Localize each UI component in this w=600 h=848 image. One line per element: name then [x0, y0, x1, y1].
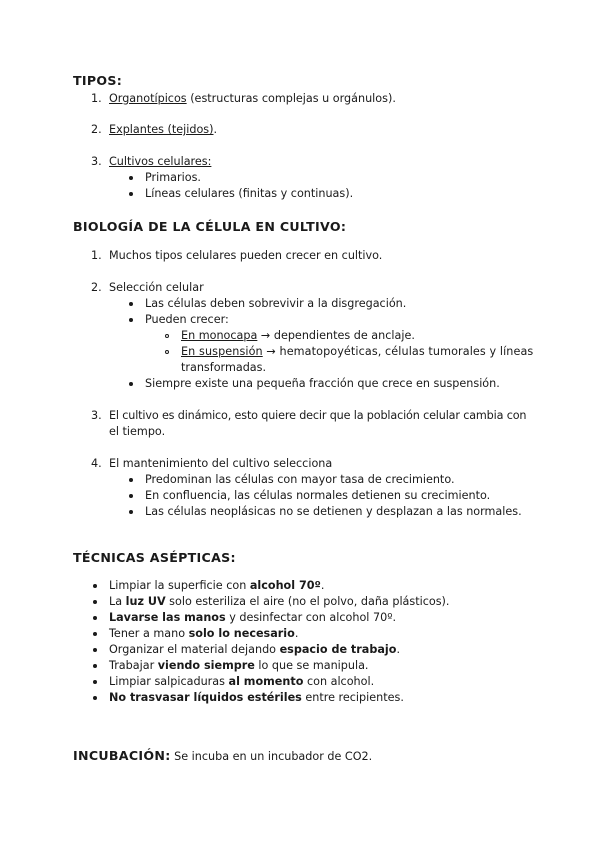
list-item-text: (estructuras complejas u orgánulos).	[186, 92, 396, 105]
list-item: Lavarse las manos y desinfectar con alcohol 70º.	[109, 611, 397, 624]
sublist-item: Las células deben sobrevivir a la disgregación.	[145, 297, 407, 310]
bullet-icon	[93, 616, 97, 620]
list-item: Trabajar viendo siempre lo que se manipula.	[109, 659, 369, 672]
bullet-icon	[129, 478, 133, 482]
sublist-item-continuation: transformadas.	[181, 361, 267, 374]
bullet-icon	[93, 600, 97, 604]
bullet-icon	[93, 632, 97, 636]
list-number: 4.	[91, 457, 102, 470]
term-suspension: En suspensión	[181, 345, 263, 358]
sublist-item-text: → hematopoyéticas, células tumorales y líneas	[262, 345, 534, 358]
sublist-item-monocapa	[181, 328, 415, 344]
incubacion-paragraph	[73, 748, 372, 765]
list-item-text: .	[213, 123, 218, 136]
sublist-item: Siempre existe una pequeña fracción que crece en suspensión.	[145, 377, 500, 390]
list-item: Muchos tipos celulares pueden crecer en cultivo.	[109, 249, 383, 262]
bullet-icon	[129, 302, 133, 306]
section-heading-incubacion: INCUBACIÓN:	[73, 748, 171, 763]
list-item	[109, 154, 211, 170]
list-item-continuation: el tiempo.	[109, 425, 166, 438]
list-item: Selección celular	[109, 281, 204, 294]
sublist-item: Líneas celulares (finitas y continuas).	[145, 187, 354, 200]
list-number: 1.	[91, 249, 102, 262]
list-number: 2.	[91, 281, 102, 294]
bullet-icon	[93, 680, 97, 684]
circle-bullet-icon	[165, 350, 169, 354]
list-item: Limpiar salpicaduras al momento con alcohol.	[109, 675, 375, 688]
list-item: Tener a mano solo lo necesario.	[109, 627, 299, 640]
bullet-icon	[129, 494, 133, 498]
list-item: Organizar el material dejando espacio de trabajo.	[109, 643, 400, 656]
sublist-item: Las células neoplásicas no se detienen y desplazan a las normales.	[145, 505, 522, 518]
sublist-item-suspension	[181, 344, 533, 360]
list-item	[109, 91, 396, 107]
incubacion-text: Se incuba en un incubador de CO2.	[170, 750, 373, 763]
sublist-item: Primarios.	[145, 171, 201, 184]
list-item: No trasvasar líquidos estériles entre recipientes.	[109, 691, 404, 704]
section-heading-tipos: TIPOS:	[73, 73, 123, 88]
bullet-icon	[129, 510, 133, 514]
list-item	[109, 122, 217, 138]
term-organotipicos: Organotípicos	[109, 92, 187, 105]
list-item: El cultivo es dinámico, esto quiere decir que la población celular cambia con	[109, 409, 527, 422]
bullet-icon	[93, 584, 97, 588]
sublist-item-text: → dependientes de anclaje.	[257, 329, 415, 342]
bullet-icon	[129, 192, 133, 196]
list-item: El mantenimiento del cultivo selecciona	[109, 457, 333, 470]
sublist-item: Pueden crecer:	[145, 313, 229, 326]
list-item: Limpiar la superficie con alcohol 70º.	[109, 579, 325, 592]
list-number: 3.	[91, 409, 102, 422]
list-number: 2.	[91, 123, 102, 136]
circle-bullet-icon	[165, 334, 169, 338]
section-heading-tecnicas: TÉCNICAS ASÉPTICAS:	[73, 550, 236, 565]
term-monocapa: En monocapa	[181, 329, 258, 342]
term-explantes: Explantes (tejidos)	[109, 123, 214, 136]
bullet-icon	[93, 664, 97, 668]
list-item: La luz UV solo esteriliza el aire (no el polvo, daña plásticos).	[109, 595, 450, 608]
bullet-icon	[129, 382, 133, 386]
bullet-icon	[93, 696, 97, 700]
section-heading-biologia: BIOLOGÍA DE LA CÉLULA EN CULTIVO:	[73, 219, 347, 234]
bullet-icon	[93, 648, 97, 652]
term-cultivos: Cultivos celulares:	[109, 155, 212, 168]
list-number: 3.	[91, 155, 102, 168]
sublist-item: Predominan las células con mayor tasa de crecimiento.	[145, 473, 455, 486]
sublist-item: En confluencia, las células normales detienen su crecimiento.	[145, 489, 491, 502]
bullet-icon	[129, 176, 133, 180]
list-number: 1.	[91, 92, 102, 105]
bullet-icon	[129, 318, 133, 322]
